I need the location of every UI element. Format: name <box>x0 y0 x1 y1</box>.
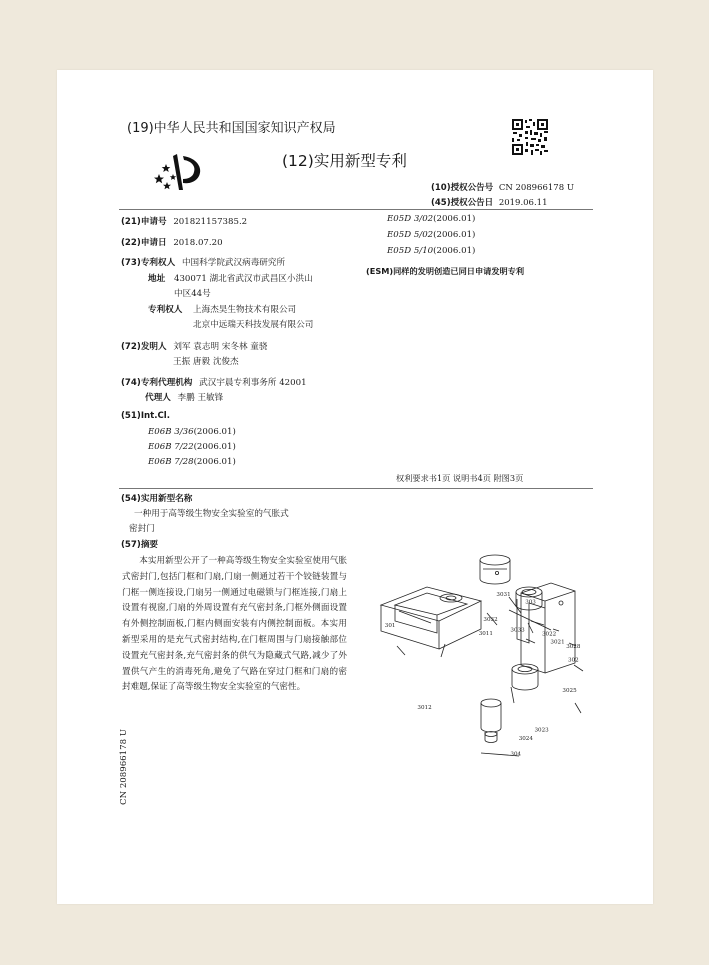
inventors-line-1: 刘军 袁志明 宋冬林 童骁 <box>173 342 268 352</box>
figure-label: 3021 <box>550 639 565 646</box>
agent-label: 代理人 <box>145 393 171 403</box>
agent-value: 李鹏 王敏锋 <box>177 393 224 403</box>
address-line-2: 中区44号 <box>174 289 211 299</box>
app-number-value: 201821157385.2 <box>173 217 248 227</box>
figure-label: 3024 <box>518 736 533 743</box>
app-number-label: (21)申请号 <box>121 217 167 227</box>
address-label: 地址 <box>148 274 166 284</box>
ipc-item <box>387 214 475 224</box>
patent-figure <box>369 535 589 760</box>
app-date-label: (22)申请日 <box>121 238 167 248</box>
figure-label: 3033 <box>510 627 525 634</box>
cnipa-logo-icon <box>153 150 211 194</box>
ipc-code: E05D 5/10 <box>387 246 434 256</box>
ipc-code: E05D 5/02 <box>387 230 434 240</box>
patent-page <box>57 70 653 904</box>
abstract-text: 本实用新型公开了一种高等级生物安全实验室使用气胀式密封门,包括门框和门扇,门扇一侧通过若干个铰链装置与门框一侧连接设,门扇另一侧通过电磁锁与门框连接,门扇上设置有视窗,门扇的外周设置有充气密封条,门框外侧面设置有外侧控制面板,门框内侧面安装有内侧控制面板。本实用新型采用的是充气式密封结构,在门框周围与门扇接触部位设置充气密封条,充气密封条的供气为隐藏式气路,减少了外置供气产生的消毒死角,避免了气路在穿过门框和门扇的密封难题,保证了高等级生物安全实验室的气密性。 <box>122 556 347 693</box>
patentee-label: (73)专利权人 <box>121 258 176 268</box>
figure-label: 302 <box>568 657 579 664</box>
esm-note: (ESM)同样的发明创造已同日申请发明专利 <box>366 266 525 276</box>
patentee-value: 中国科学院武汉病毒研究所 <box>181 258 286 268</box>
ipc-version: (2006.01) <box>433 230 476 240</box>
qr-code-icon <box>511 118 549 156</box>
copatentee-label: 专利权人 <box>148 305 183 315</box>
agency-label: (74)专利代理机构 <box>121 378 193 388</box>
office-name: (19)中华人民共和国国家知识产权局 <box>127 121 336 136</box>
app-date-row <box>121 236 223 248</box>
figure-label: 301 <box>384 623 396 629</box>
inventor-label: (72)发明人 <box>121 342 167 352</box>
side-publication-number: CN 208966178 U <box>119 728 129 805</box>
figure-label: 303 <box>525 599 536 606</box>
section-divider <box>119 488 593 489</box>
figure-label: 3022 <box>542 631 557 638</box>
copatentee-2: 北京中远瑞天科技发展有限公司 <box>193 320 314 330</box>
pub-date-label: (45)授权公告日 <box>431 198 494 208</box>
agency-value: 武汉宇晨专利事务所 42001 <box>199 378 307 388</box>
intcl-version: (2006.01) <box>193 427 236 437</box>
intcl-item <box>148 457 236 467</box>
inventors-line-2: 王振 唐毅 沈俊杰 <box>173 357 239 367</box>
intcl-code: E06B 7/28 <box>148 457 194 467</box>
intcl-item <box>148 427 236 437</box>
figure-label: 3025 <box>562 687 577 694</box>
figure-label: 3028 <box>566 644 581 651</box>
patentee-row <box>121 256 285 268</box>
intcl-label: (51)Int.Cl. <box>121 411 171 421</box>
figure-label: 3032 <box>483 616 498 623</box>
pub-number-label: (10)授权公告号 <box>431 183 494 193</box>
app-date-value: 2018.07.20 <box>173 238 223 248</box>
figure-label: 3011 <box>478 630 493 637</box>
ipc-version: (2006.01) <box>433 214 476 224</box>
intcl-version: (2006.01) <box>193 442 236 452</box>
pages-info: 权利要求书1页 说明书4页 附图3页 <box>396 473 524 483</box>
figure-label: 304 <box>510 751 522 758</box>
pub-date-value: 2019.06.11 <box>498 198 548 208</box>
figure-label: 3023 <box>534 727 549 734</box>
intcl-code: E06B 7/22 <box>148 442 194 452</box>
header-divider <box>119 209 593 210</box>
title-label: (54)实用新型名称 <box>121 494 193 504</box>
pub-number-row <box>431 181 574 193</box>
ipc-item <box>387 230 475 240</box>
title-line-1: 一种用于高等级生物安全实验室的气胀式 <box>134 509 289 519</box>
figure-label: 3012 <box>417 704 432 711</box>
document-type: (12)实用新型专利 <box>282 152 407 170</box>
figure-label: 3031 <box>496 591 511 598</box>
ipc-item <box>387 246 475 256</box>
agent-row <box>145 391 223 403</box>
address-line-1: 430071 湖北省武汉市武昌区小洪山 <box>174 274 313 284</box>
pub-date-row <box>431 196 547 208</box>
title-line-2: 密封门 <box>129 524 155 534</box>
inventor-row <box>121 340 267 352</box>
agency-row <box>121 376 307 388</box>
intcl-code: E06B 3/36 <box>148 427 194 437</box>
pub-number-value: CN 208966178 U <box>498 183 574 193</box>
intcl-version: (2006.01) <box>193 457 236 467</box>
figure-drawing <box>381 555 583 756</box>
ipc-code: E05D 3/02 <box>387 214 434 224</box>
abstract-label: (57)摘要 <box>121 540 159 550</box>
intcl-item <box>148 442 236 452</box>
copatentee-1: 上海杰昊生物技术有限公司 <box>193 305 297 315</box>
ipc-version: (2006.01) <box>433 246 476 256</box>
app-number-row <box>121 215 247 227</box>
